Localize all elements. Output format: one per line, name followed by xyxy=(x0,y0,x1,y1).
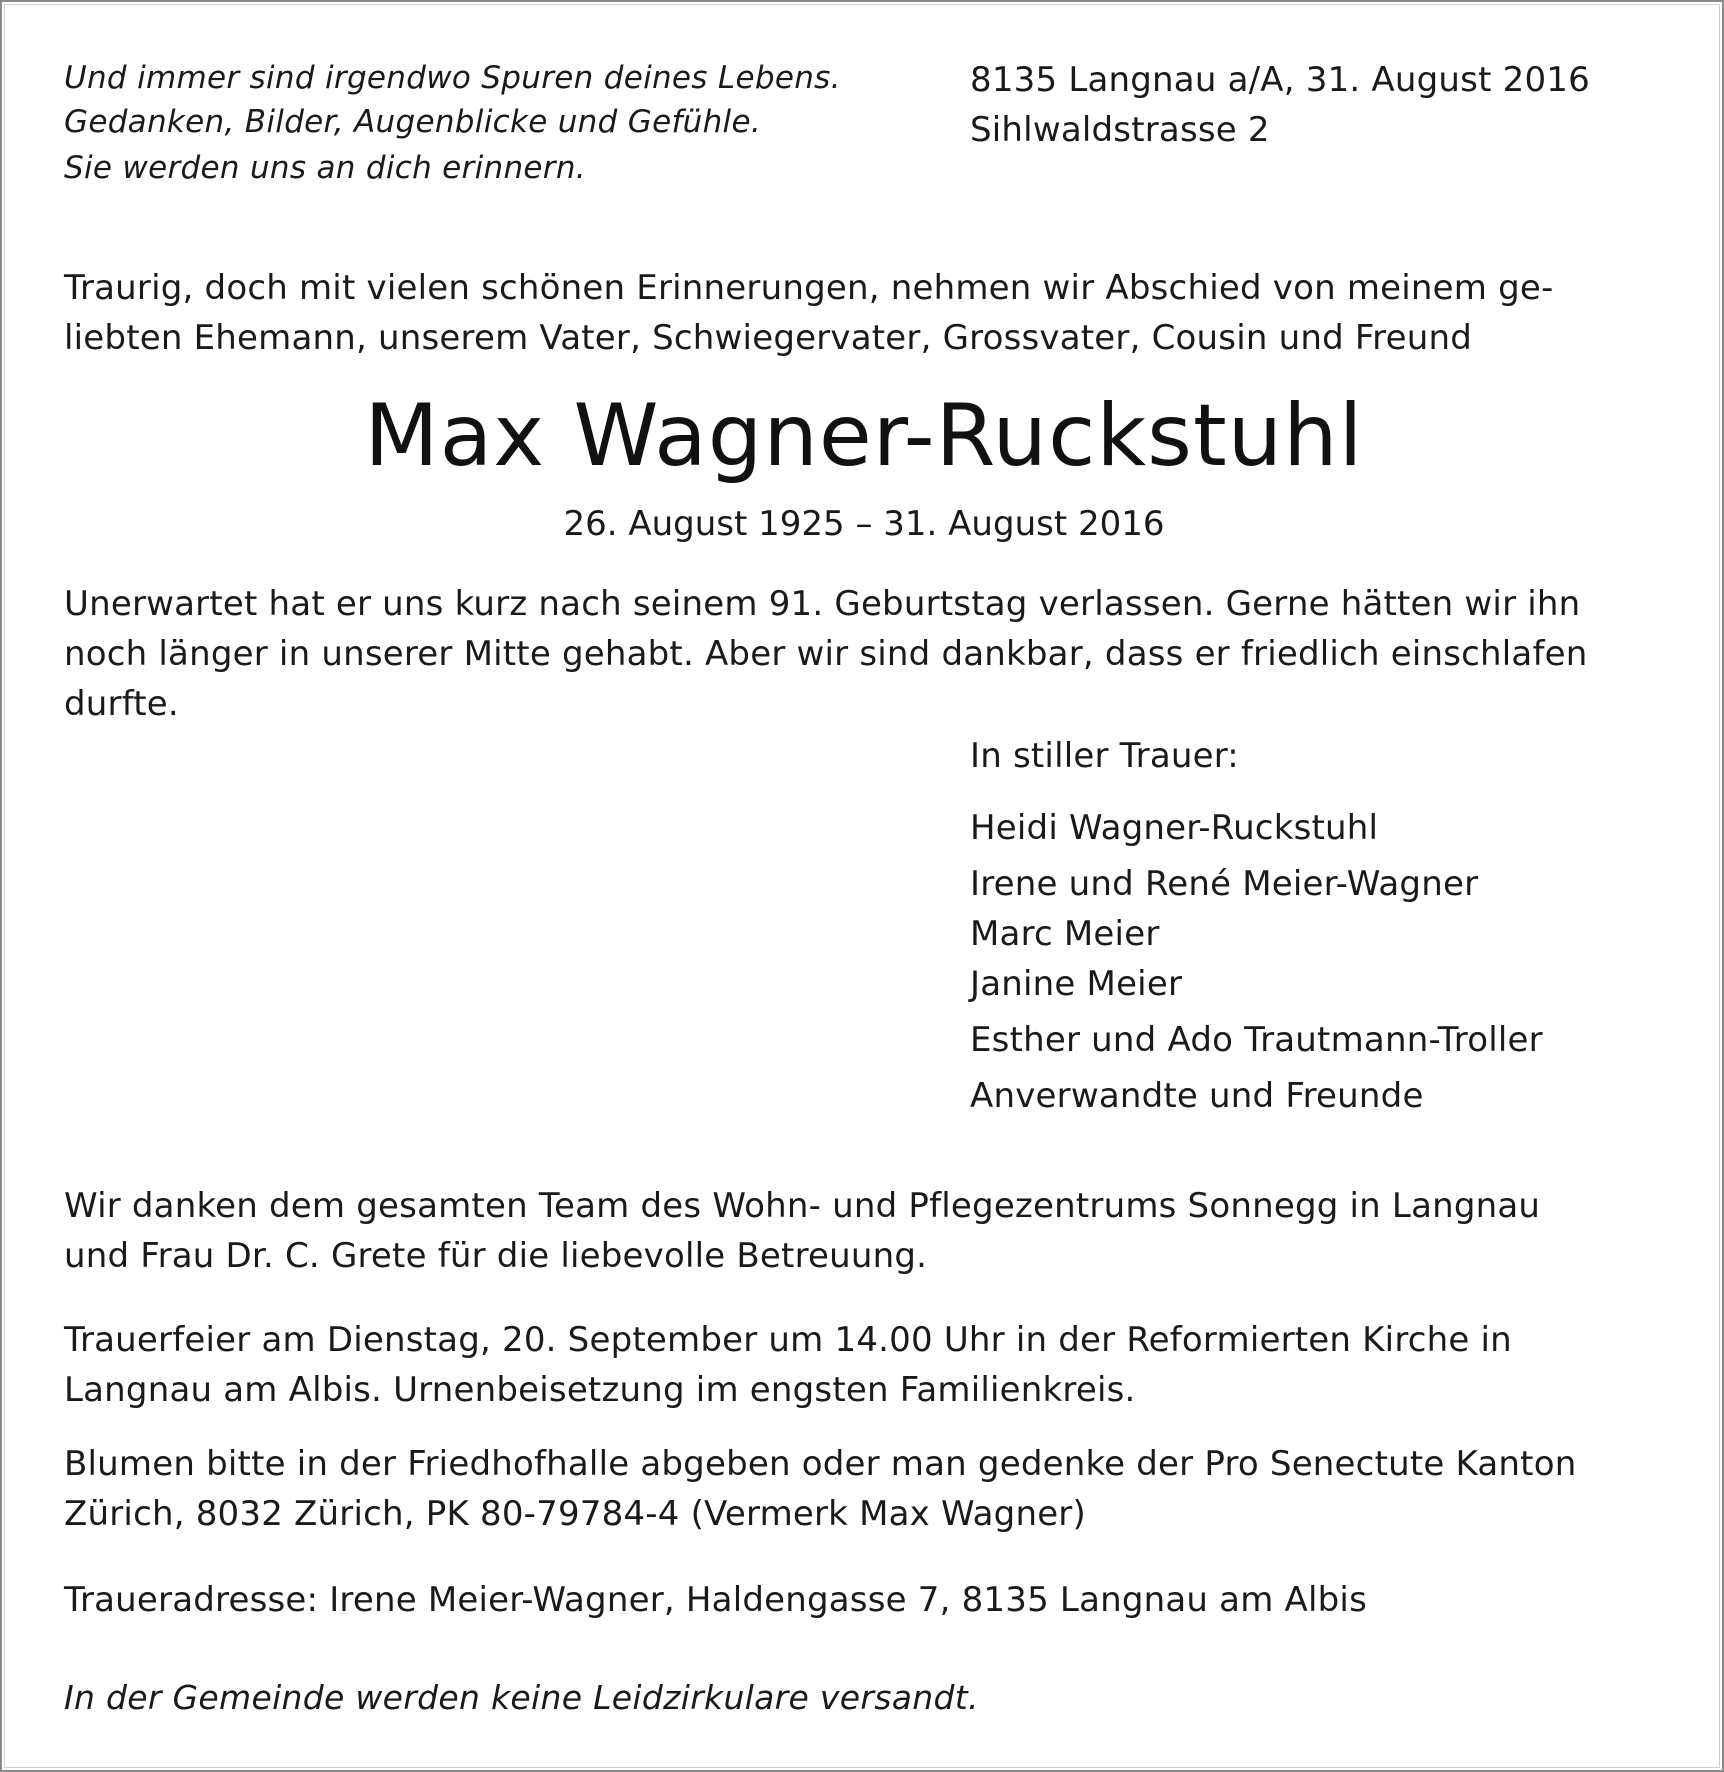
intro-line-2: liebten Ehemann, unserem Vater, Schwiegervater, Grossvater, Cousin und Freund xyxy=(64,318,1473,358)
mourner-item: Anverwandte und Freunde xyxy=(970,1076,1424,1116)
motto-line-2: Gedanken, Bilder, Augenblicke und Gefühle. xyxy=(64,104,761,140)
ceremony-line-2: Langnau am Albis. Urnenbeisetzung im engsten Familienkreis. xyxy=(64,1370,1136,1410)
flowers-line-1: Blumen bitte in der Friedhofhalle abgeben oder man gedenke der Pro Senectute Kanton xyxy=(64,1444,1577,1484)
closing-note: In der Gemeinde werden keine Leidzirkulare versandt. xyxy=(64,1678,979,1717)
mourner-item: Heidi Wagner-Ruckstuhl xyxy=(970,808,1379,848)
motto-line-3: Sie werden uns an dich erinnern. xyxy=(64,150,586,186)
deceased-name: Max Wagner-Ruckstuhl xyxy=(364,386,1364,486)
ceremony-line-1: Trauerfeier am Dienstag, 20. September um 14.00 Uhr in der Reformierten Kirche in xyxy=(64,1320,1512,1360)
message-line-2: noch länger in unserer Mitte gehabt. Aber wir sind dankbar, dass er friedlich einschlafen xyxy=(64,634,1588,674)
mourner-item: Janine Meier xyxy=(970,964,1183,1004)
intro-line-1: Traurig, doch mit vielen schönen Erinnerungen, nehmen wir Abschied von meinem ge- xyxy=(64,268,1554,308)
life-dates: 26. August 1925 – 31. August 2016 xyxy=(563,504,1165,544)
sender-address: Sihlwaldstrasse 2 xyxy=(970,110,1270,150)
thanks-line-1: Wir danken dem gesamten Team des Wohn- und Pflegezentrums Sonnegg in Langnau xyxy=(64,1186,1541,1226)
thanks-line-2: und Frau Dr. C. Grete für die liebevolle Betreuung. xyxy=(64,1236,928,1276)
mourners-heading: In stiller Trauer: xyxy=(970,736,1239,776)
message-line-3: durfte. xyxy=(64,684,179,724)
message-line-1: Unerwartet hat er uns kurz nach seinem 91. Geburtstag verlassen. Gerne hätten wir ihn xyxy=(64,584,1581,624)
motto-line-1: Und immer sind irgendwo Spuren deines Lebens. xyxy=(64,60,841,96)
flowers-line-2: Zürich, 8032 Zürich, PK 80-79784-4 (Vermerk Max Wagner) xyxy=(64,1494,1086,1534)
mourning-address: Traueradresse: Irene Meier-Wagner, Haldengasse 7, 8135 Langnau am Albis xyxy=(64,1580,1367,1620)
mourner-item: Marc Meier xyxy=(970,914,1160,954)
place-date: 8135 Langnau a/A, 31. August 2016 xyxy=(970,60,1590,100)
mourner-item: Esther und Ado Trautmann-Troller xyxy=(970,1020,1543,1060)
mourner-item: Irene und René Meier-Wagner xyxy=(970,864,1479,904)
